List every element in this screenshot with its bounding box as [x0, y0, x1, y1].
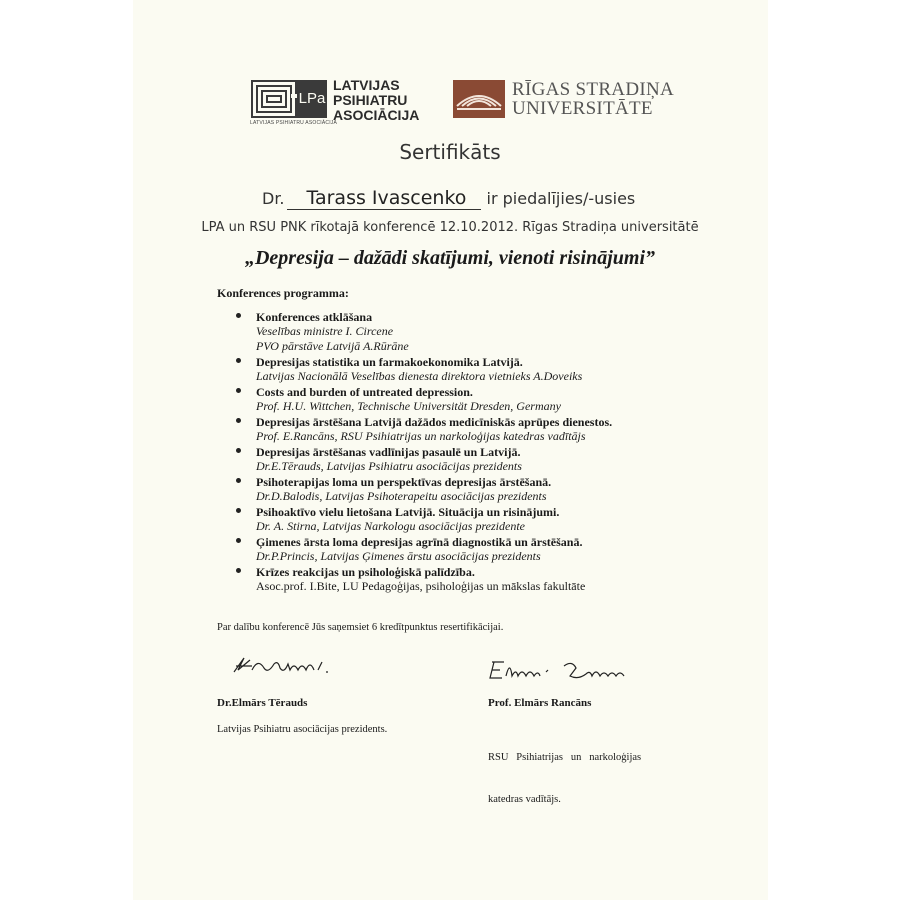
program-item [236, 310, 676, 354]
recipient-line [262, 187, 635, 210]
bullet-icon [236, 568, 241, 573]
lpa-name-line: ASOCIĀCIJA [333, 107, 420, 123]
program-topic: Krīzes reakcijas un psiholoģiskā palīdzība. [256, 565, 475, 579]
program-topic: Depresijas statistika un farmakoekonomika Latvijā. [256, 355, 523, 369]
program-item [236, 415, 676, 444]
program-speaker: Prof. E.Rancāns, RSU Psihiatrijas un narkoloģijas katedras vadītājs [256, 429, 586, 443]
signatory-role-line: Latvijas Psihiatru asociācijas prezidents. [217, 724, 388, 735]
signature-rancans-icon [488, 656, 633, 686]
conference-title: „Depresija – dažādi skatījumi, vienoti risinājumi” [244, 247, 656, 269]
program-topic: Costs and burden of untreated depression. [256, 385, 473, 399]
recipient-prefix: Dr. [262, 189, 285, 208]
program-item [236, 355, 676, 384]
program-item [236, 445, 676, 474]
program-topic: Depresijas ārstēšanas vadlīnijas pasaulē un Latvijā. [256, 445, 521, 459]
rsu-amphitheatre-logo-icon [453, 80, 505, 118]
lpa-name-line: LATVIJAS [333, 77, 400, 93]
program-speaker: Veselības ministre I. Circene [256, 324, 394, 338]
signatory-role [217, 723, 457, 737]
recipient-name: Tarass Ivascenko [287, 187, 481, 210]
program-topic: Ģimenes ārsta loma depresijas agrīnā diagnostikā un ārstēšanā. [256, 535, 583, 549]
signatory-role [488, 723, 688, 821]
bullet-icon [236, 388, 241, 393]
lpa-subtitle: LATVIJAS PSIHIATRU ASOCIĀCIJA [250, 120, 338, 126]
bullet-icon [236, 538, 241, 543]
rsu-name-line: UNIVERSITĀTE [512, 98, 653, 119]
signature-terauds-icon [230, 652, 340, 680]
signatory-role-line: katedras vadītājs. [488, 794, 561, 805]
conference-line: LPA un RSU PNK rīkotajā konferencē 12.10.2012. Rīgas Stradiņa universitātē [201, 220, 699, 235]
bullet-icon [236, 358, 241, 363]
program-speaker: PVO pārstāve Latvijā A.Rūrāne [256, 339, 409, 353]
program-speaker: Dr.E.Tērauds, Latvijas Psihiatru asociācijas prezidents [256, 459, 522, 473]
program-speaker: Prof. H.U. Wittchen, Technische Universität Dresden, Germany [256, 399, 561, 413]
signatory-role-line: RSU Psihiatrijas un narkoloģijas [488, 752, 642, 763]
lpa-maze-logo-icon [251, 80, 297, 118]
program-item [236, 535, 676, 564]
certificate-title: Sertifikāts [399, 140, 501, 164]
rsu-name [512, 80, 674, 118]
bullet-icon [236, 478, 241, 483]
lpa-initials-logo: LPa [297, 80, 327, 118]
program-topic: Depresijas ārstēšana Latvijā dažādos medicīniskās aprūpes dienestos. [256, 415, 613, 429]
signatory-name: Prof. Elmārs Rancāns [488, 697, 592, 709]
program-speaker: Latvijas Nacionālā Veselības dienesta direktora vietnieks A.Doveiks [256, 369, 583, 383]
program-speaker: Dr.D.Balodis, Latvijas Psihoterapeitu asociācijas prezidents [256, 489, 547, 503]
lpa-name-line: PSIHIATRU [333, 92, 408, 108]
program-item [236, 565, 676, 594]
bullet-icon [236, 418, 241, 423]
bullet-icon [236, 508, 241, 513]
program-item [236, 475, 676, 504]
program-speaker: Dr. A. Stirna, Latvijas Narkologu asociācijas prezidente [256, 519, 525, 533]
program-topic: Psihoterapijas loma un perspektīvas depresijas ārstēšanā. [256, 475, 552, 489]
bullet-icon [236, 448, 241, 453]
program-speaker: Dr.P.Princis, Latvijas Ģimenes ārstu asociācijas prezidents [256, 549, 541, 563]
program-item [236, 385, 676, 414]
credits-text: Par dalību konferencē Jūs saņemsiet 6 kredītpunktus resertifikācijai. [217, 622, 504, 633]
program-topic: Psihoaktīvo vielu lietošana Latvijā. Situācija un risinājumi. [256, 505, 560, 519]
program-label: Konferences programma: [217, 286, 349, 300]
program-list [236, 310, 676, 595]
program-speaker: Asoc.prof. I.Bite, LU Pedagoģijas, psiholoģijas un mākslas fakultāte [256, 579, 586, 593]
rsu-name-line: RĪGAS STRADIŅA [512, 79, 675, 100]
program-item [236, 505, 676, 534]
bullet-icon [236, 313, 241, 318]
participation-text: ir piedalījies/-usies [486, 189, 636, 208]
signatory-name: Dr.Elmārs Tērauds [217, 697, 308, 709]
lpa-name [333, 78, 419, 123]
program-topic: Konferences atklāšana [256, 310, 373, 324]
